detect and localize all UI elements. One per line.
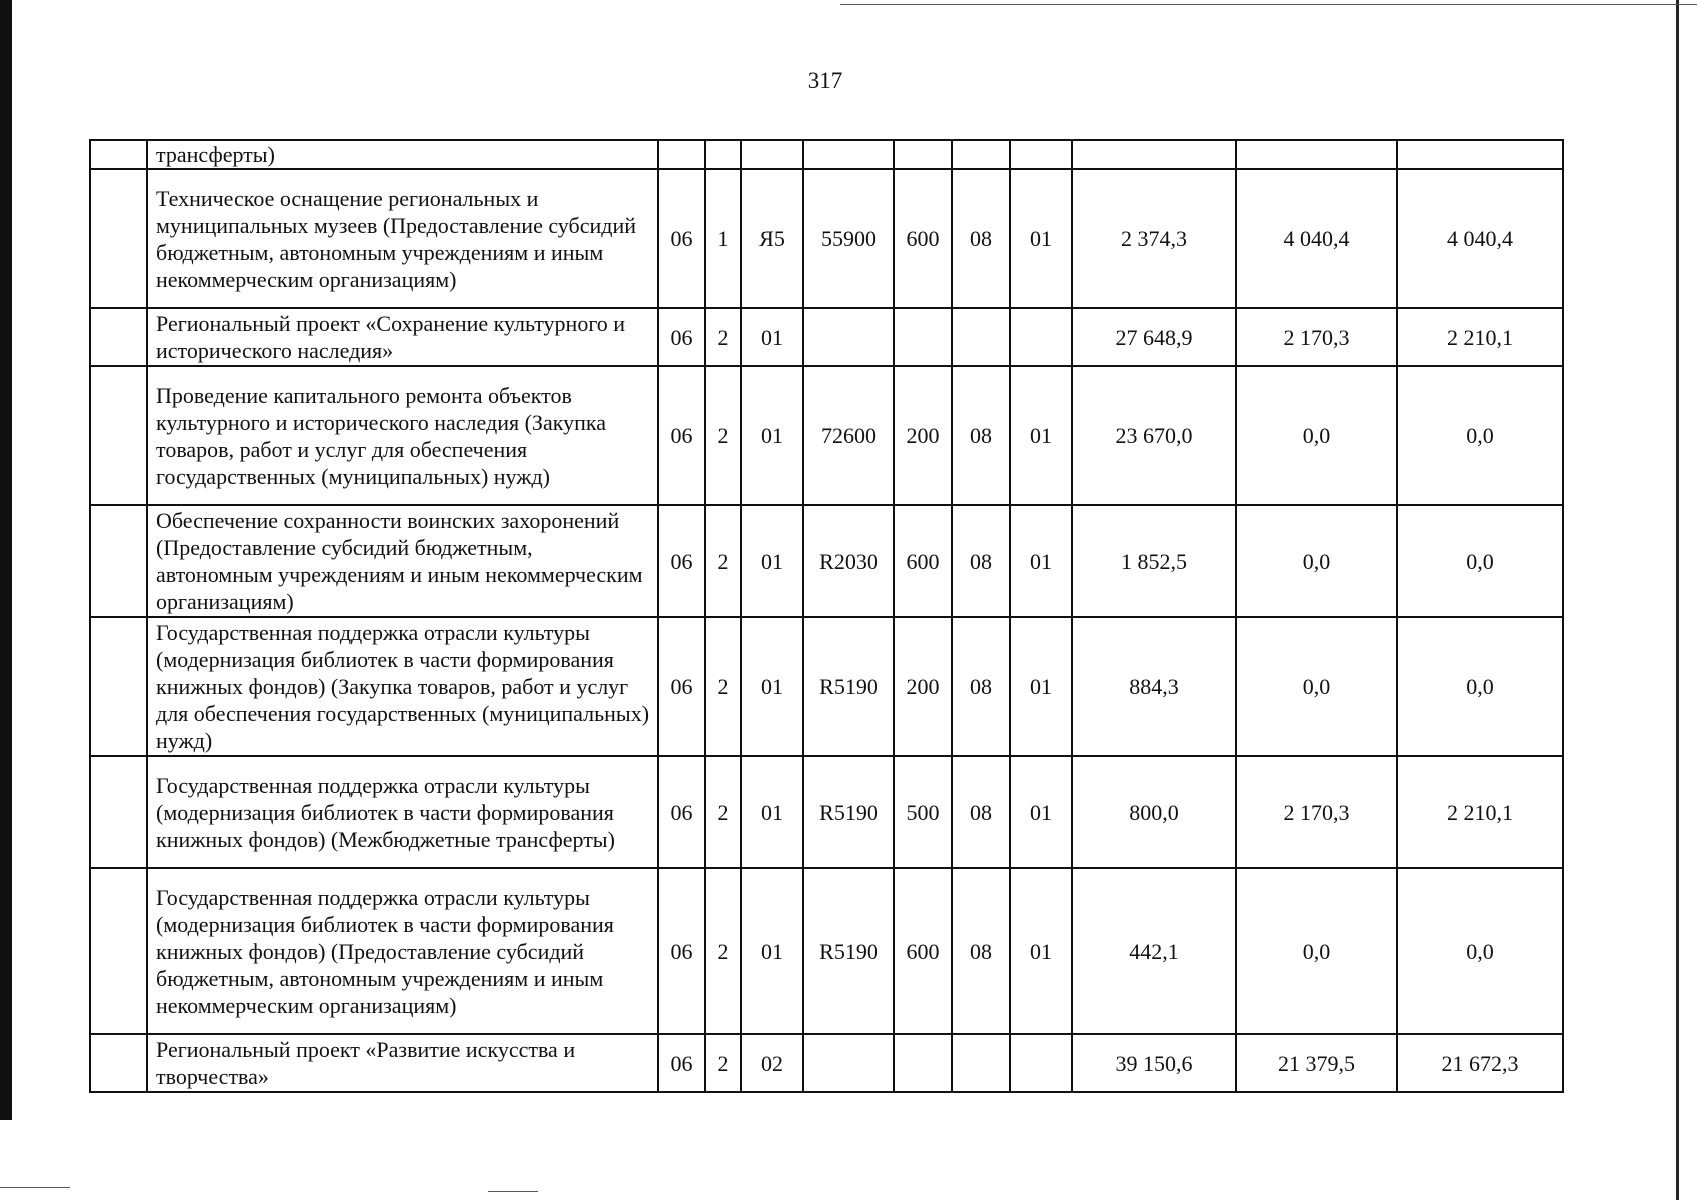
code-cell [894,308,952,366]
code-cell: 2 [705,617,741,756]
amount-cell: 2 170,3 [1236,756,1397,868]
code-cell: Я5 [741,169,803,308]
row-name: Государственная поддержка отрасли культуры (модернизация библиотек в части формирования книжных фондов) (Закупка товаров, работ и услуг для обеспечения государственных (муниципальных) нужд) [147,617,658,756]
amount-cell: 2 210,1 [1397,756,1563,868]
code-cell [894,140,952,169]
code-cell: 08 [952,617,1010,756]
row-index-cell [90,169,147,308]
code-cell: 600 [894,505,952,617]
row-index-cell [90,868,147,1034]
amount-cell: 442,1 [1072,868,1236,1034]
code-cell: 2 [705,366,741,505]
code-cell: 500 [894,756,952,868]
scan-line-top [840,4,1697,5]
row-name: трансферты) [147,140,658,169]
table-row [90,756,1563,868]
code-cell: 01 [1010,169,1072,308]
code-cell: 2 [705,756,741,868]
amount-cell: 4 040,4 [1236,169,1397,308]
row-name: Региональный проект «Развитие искусства и творчества» [147,1034,658,1092]
code-cell [1010,308,1072,366]
row-index-cell [90,617,147,756]
code-cell: 2 [705,308,741,366]
code-cell: 08 [952,868,1010,1034]
amount-cell: 21 379,5 [1236,1034,1397,1092]
amount-cell: 27 648,9 [1072,308,1236,366]
code-cell: 55900 [803,169,894,308]
code-cell: 01 [741,617,803,756]
code-cell: 01 [741,366,803,505]
row-index-cell [90,505,147,617]
table-row [90,505,1563,617]
code-cell: 08 [952,505,1010,617]
code-cell: 06 [658,308,705,366]
code-cell: 06 [658,756,705,868]
code-cell: 02 [741,1034,803,1092]
row-name: Обеспечение сохранности воинских захоронений (Предоставление субсидий бюджетным, автономным учреждениям и иным некоммерческим организациям) [147,505,658,617]
code-cell: 08 [952,169,1010,308]
amount-cell: 2 170,3 [1236,308,1397,366]
code-cell: 1 [705,169,741,308]
code-cell [952,140,1010,169]
row-name: Проведение капитального ремонта объектов культурного и исторического наследия (Закупка товаров, работ и услуг для обеспечения государственных (муниципальных) нужд) [147,366,658,505]
code-cell: 72600 [803,366,894,505]
code-cell: R5190 [803,617,894,756]
code-cell: 01 [741,505,803,617]
amount-cell: 0,0 [1397,617,1563,756]
budget-table [89,139,1564,1093]
amount-cell: 2 210,1 [1397,308,1563,366]
code-cell: R5190 [803,868,894,1034]
amount-cell: 0,0 [1236,366,1397,505]
code-cell: 06 [658,868,705,1034]
code-cell [741,140,803,169]
row-index-cell [90,1034,147,1092]
scan-edge-right [1676,0,1679,1200]
row-index-cell [90,756,147,868]
amount-cell [1072,140,1236,169]
row-name: Государственная поддержка отрасли культуры (модернизация библиотек в части формирования книжных фондов) (Межбюджетные трансферты) [147,756,658,868]
code-cell: 2 [705,1034,741,1092]
row-name: Региональный проект «Сохранение культурного и исторического наследия» [147,308,658,366]
code-cell: 200 [894,366,952,505]
code-cell: 01 [1010,868,1072,1034]
amount-cell: 884,3 [1072,617,1236,756]
row-index-cell [90,140,147,169]
code-cell: 06 [658,366,705,505]
amount-cell: 1 852,5 [1072,505,1236,617]
code-cell: 01 [1010,617,1072,756]
table-row [90,308,1563,366]
code-cell: 08 [952,756,1010,868]
code-cell [803,140,894,169]
table-row [90,366,1563,505]
page-number: 317 [807,68,843,93]
table-row [90,1034,1563,1092]
code-cell: 08 [952,366,1010,505]
amount-cell: 0,0 [1236,505,1397,617]
amount-cell [1397,140,1563,169]
code-cell [803,308,894,366]
amount-cell [1236,140,1397,169]
code-cell: 01 [1010,756,1072,868]
code-cell: 01 [1010,366,1072,505]
scan-edge-left [0,0,12,1120]
code-cell: 200 [894,617,952,756]
code-cell: 06 [658,617,705,756]
amount-cell: 0,0 [1236,868,1397,1034]
code-cell [952,308,1010,366]
amount-cell: 4 040,4 [1397,169,1563,308]
table-row [90,140,1563,169]
code-cell: 01 [741,756,803,868]
code-cell [1010,140,1072,169]
code-cell: 2 [705,868,741,1034]
amount-cell: 800,0 [1072,756,1236,868]
code-cell: R5190 [803,756,894,868]
row-index-cell [90,366,147,505]
amount-cell: 0,0 [1397,505,1563,617]
amount-cell: 23 670,0 [1072,366,1236,505]
table-row [90,169,1563,308]
code-cell: 01 [741,868,803,1034]
amount-cell: 0,0 [1397,868,1563,1034]
amount-cell: 0,0 [1236,617,1397,756]
amount-cell: 39 150,6 [1072,1034,1236,1092]
code-cell: 600 [894,868,952,1034]
code-cell: 06 [658,505,705,617]
code-cell [894,1034,952,1092]
row-name: Техническое оснащение региональных и муниципальных музеев (Предоставление субсидий бюджетным, автономным учреждениям и иным некоммерческим организациям) [147,169,658,308]
code-cell [658,140,705,169]
code-cell [803,1034,894,1092]
code-cell [705,140,741,169]
scan-line-bottom [0,1187,70,1188]
code-cell: 600 [894,169,952,308]
amount-cell: 2 374,3 [1072,169,1236,308]
code-cell: R2030 [803,505,894,617]
row-index-cell [90,308,147,366]
scan-line-bottom [488,1191,538,1192]
code-cell: 06 [658,1034,705,1092]
code-cell: 2 [705,505,741,617]
code-cell [1010,1034,1072,1092]
row-name: Государственная поддержка отрасли культуры (модернизация библиотек в части формирования книжных фондов) (Предоставление субсидий бюджетным, автономным учреждениям и иным некоммерческим организациям) [147,868,658,1034]
table-row [90,617,1563,756]
table-row [90,868,1563,1034]
code-cell: 01 [741,308,803,366]
code-cell: 06 [658,169,705,308]
code-cell [952,1034,1010,1092]
amount-cell: 0,0 [1397,366,1563,505]
amount-cell: 21 672,3 [1397,1034,1563,1092]
code-cell: 01 [1010,505,1072,617]
